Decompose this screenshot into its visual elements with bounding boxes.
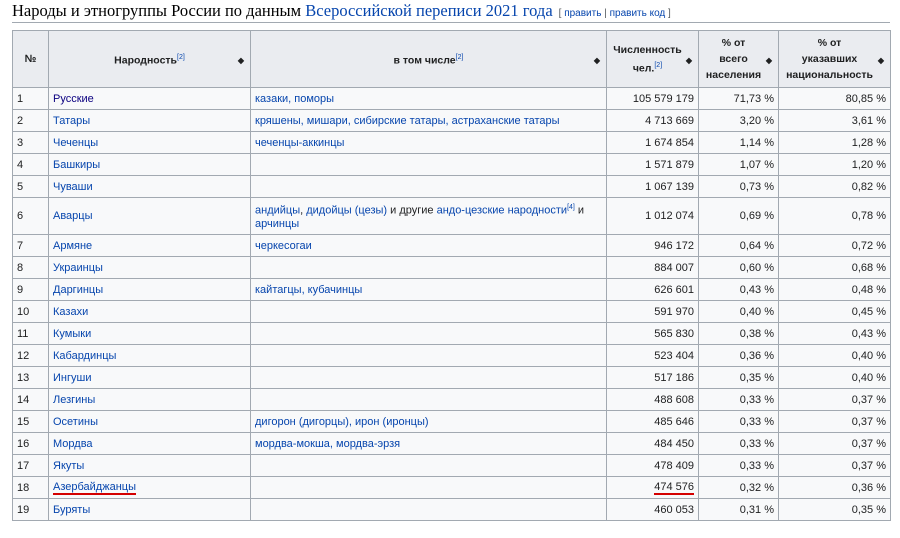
table-row bbox=[13, 132, 891, 154]
table-row bbox=[13, 301, 891, 323]
header-num-label: № bbox=[24, 53, 37, 65]
sort-icon[interactable]: ◆ bbox=[593, 56, 600, 65]
including-link[interactable]: дигорон (дигорцы), ирон (иронцы) bbox=[255, 415, 429, 428]
edit-bracket-close: ] bbox=[665, 8, 671, 19]
header-nationality[interactable] bbox=[49, 31, 251, 88]
nationality-cell bbox=[49, 279, 251, 301]
pct-total-cell: 0,40 % bbox=[699, 301, 779, 323]
nationality-cell bbox=[49, 132, 251, 154]
nationality-cell bbox=[49, 345, 251, 367]
pct-total-cell: 1,07 % bbox=[699, 154, 779, 176]
header-population[interactable] bbox=[607, 31, 699, 88]
including-link-ando-tsez[interactable]: андо-цезские народности bbox=[436, 204, 568, 217]
population-cell: 517 186 bbox=[607, 367, 699, 389]
pct-total-cell: 0,35 % bbox=[699, 367, 779, 389]
row-number: 9 bbox=[13, 279, 49, 301]
nationality-cell bbox=[49, 198, 251, 235]
including-cell bbox=[251, 257, 607, 279]
pct-total-cell: 1,14 % bbox=[699, 132, 779, 154]
nationality-link[interactable]: Татары bbox=[53, 114, 91, 127]
pct-indicated-cell: 3,61 % bbox=[779, 110, 891, 132]
population-cell: 523 404 bbox=[607, 345, 699, 367]
population-cell: 591 970 bbox=[607, 301, 699, 323]
row-number: 8 bbox=[13, 257, 49, 279]
pct-indicated-cell: 0,48 % bbox=[779, 279, 891, 301]
row-number: 14 bbox=[13, 389, 49, 411]
nationality-link-underlined[interactable]: Азербайджанцы bbox=[53, 481, 136, 493]
nationality-link[interactable]: Армяне bbox=[53, 239, 93, 252]
header-nationality-ref[interactable]: [2] bbox=[177, 53, 185, 61]
nationality-link[interactable]: Башкиры bbox=[53, 158, 101, 171]
section-title-text: Народы и этногруппы России по данным bbox=[12, 1, 306, 20]
nationality-cell bbox=[49, 499, 251, 521]
including-link-archi[interactable]: арчинцы bbox=[255, 218, 300, 231]
pct-total-cell: 0,33 % bbox=[699, 433, 779, 455]
nationality-link[interactable]: Русские bbox=[53, 92, 94, 105]
including-cell bbox=[251, 279, 607, 301]
pct-total-cell: 0,33 % bbox=[699, 455, 779, 477]
including-cell bbox=[251, 499, 607, 521]
nationality-cell bbox=[49, 411, 251, 433]
header-population-line2: чел. bbox=[632, 62, 655, 75]
nationality-link[interactable]: Якуты bbox=[53, 459, 85, 472]
header-pct-total[interactable] bbox=[699, 31, 779, 88]
header-pct-total-line2: всего bbox=[719, 53, 748, 65]
table-row bbox=[13, 176, 891, 198]
header-pct-indicated-line1: % от bbox=[817, 37, 842, 49]
including-cell bbox=[251, 455, 607, 477]
pct-total-cell: 0,31 % bbox=[699, 499, 779, 521]
table-row bbox=[13, 411, 891, 433]
row-number: 10 bbox=[13, 301, 49, 323]
including-link[interactable]: казаки, поморы bbox=[255, 92, 335, 105]
row-number: 12 bbox=[13, 345, 49, 367]
row-number: 7 bbox=[13, 235, 49, 257]
pct-total-cell: 0,69 % bbox=[699, 198, 779, 235]
edit-separator: | bbox=[601, 8, 610, 19]
nationality-link[interactable]: Кабардинцы bbox=[53, 349, 117, 362]
pct-indicated-cell: 0,36 % bbox=[779, 477, 891, 499]
row-number: 16 bbox=[13, 433, 49, 455]
population-cell: 565 830 bbox=[607, 323, 699, 345]
header-population-line1: Численность bbox=[613, 43, 682, 56]
header-pct-indicated[interactable] bbox=[779, 31, 891, 88]
including-cell bbox=[251, 154, 607, 176]
nationality-link[interactable]: Казахи bbox=[53, 305, 89, 318]
pct-total-cell: 0,43 % bbox=[699, 279, 779, 301]
population-cell: 478 409 bbox=[607, 455, 699, 477]
nationality-link[interactable]: Лезгины bbox=[53, 393, 96, 406]
sort-icon[interactable]: ◆ bbox=[765, 56, 772, 65]
nationality-cell bbox=[49, 433, 251, 455]
population-cell: 1 674 854 bbox=[607, 132, 699, 154]
row-number: 15 bbox=[13, 411, 49, 433]
pct-indicated-cell: 0,37 % bbox=[779, 455, 891, 477]
including-cell bbox=[251, 345, 607, 367]
population-cell: 626 601 bbox=[607, 279, 699, 301]
including-link-andi[interactable]: андийцы bbox=[255, 204, 301, 217]
pct-total-cell: 0,33 % bbox=[699, 411, 779, 433]
header-pct-total-line3: населения bbox=[705, 69, 762, 81]
population-cell: 485 646 bbox=[607, 411, 699, 433]
table-row bbox=[13, 279, 891, 301]
including-cell bbox=[251, 235, 607, 257]
nationality-cell bbox=[49, 257, 251, 279]
table-row bbox=[13, 257, 891, 279]
including-text-and: и bbox=[574, 204, 585, 217]
population-cell: 488 608 bbox=[607, 389, 699, 411]
population-cell: 1 067 139 bbox=[607, 176, 699, 198]
nationality-cell bbox=[49, 389, 251, 411]
header-including[interactable] bbox=[251, 31, 607, 88]
nationality-link[interactable]: Кумыки bbox=[53, 327, 92, 340]
pct-indicated-cell: 1,20 % bbox=[779, 154, 891, 176]
table-row bbox=[13, 198, 891, 235]
nationality-link[interactable]: Украинцы bbox=[53, 261, 103, 274]
table-row bbox=[13, 345, 891, 367]
pct-total-cell: 0,60 % bbox=[699, 257, 779, 279]
header-nationality-label: Народность bbox=[114, 54, 178, 67]
including-cell bbox=[251, 88, 607, 110]
including-cell bbox=[251, 110, 607, 132]
including-ref[interactable]: [4] bbox=[567, 203, 575, 211]
including-cell bbox=[251, 176, 607, 198]
nationality-link[interactable]: Буряты bbox=[53, 503, 91, 516]
including-cell bbox=[251, 301, 607, 323]
header-pct-indicated-line3: национальность bbox=[786, 69, 873, 81]
sort-icon[interactable]: ◆ bbox=[237, 56, 244, 65]
edit-bracket-open: [ bbox=[558, 8, 565, 19]
row-number: 13 bbox=[13, 367, 49, 389]
including-link[interactable]: чеченцы-аккинцы bbox=[255, 136, 345, 149]
sort-icon[interactable]: ◆ bbox=[685, 56, 692, 65]
row-number: 5 bbox=[13, 176, 49, 198]
pct-total-cell: 3,20 % bbox=[699, 110, 779, 132]
row-number: 3 bbox=[13, 132, 49, 154]
including-link[interactable]: мордва-мокша, мордва-эрзя bbox=[255, 437, 401, 450]
table-row bbox=[13, 154, 891, 176]
row-number: 6 bbox=[13, 198, 49, 235]
including-cell bbox=[251, 411, 607, 433]
pct-indicated-cell: 0,37 % bbox=[779, 389, 891, 411]
header-including-ref[interactable]: [2] bbox=[455, 53, 464, 61]
nationality-cell bbox=[49, 110, 251, 132]
pct-total-cell: 0,64 % bbox=[699, 235, 779, 257]
including-cell bbox=[251, 477, 607, 499]
table-row bbox=[13, 323, 891, 345]
header-population-ref[interactable]: [2] bbox=[654, 61, 663, 69]
row-number: 17 bbox=[13, 455, 49, 477]
sort-icon[interactable]: ◆ bbox=[877, 56, 884, 65]
row-number: 4 bbox=[13, 154, 49, 176]
table-row bbox=[13, 110, 891, 132]
table-row bbox=[13, 389, 891, 411]
including-link[interactable]: черкесогаи bbox=[255, 239, 312, 252]
header-pct-total-line1: % от bbox=[721, 37, 746, 49]
nationality-cell bbox=[49, 154, 251, 176]
pct-indicated-cell: 0,43 % bbox=[779, 323, 891, 345]
nationality-cell bbox=[49, 176, 251, 198]
table-row bbox=[13, 455, 891, 477]
nationality-cell bbox=[49, 323, 251, 345]
including-link[interactable]: кайтагцы, кубачинцы bbox=[255, 283, 363, 296]
header-pct-indicated-line2: указавших bbox=[801, 53, 858, 65]
header-including-label: в том числе bbox=[393, 54, 456, 67]
row-number: 18 bbox=[13, 477, 49, 499]
including-cell bbox=[251, 433, 607, 455]
population-cell: 484 450 bbox=[607, 433, 699, 455]
pct-total-cell: 0,38 % bbox=[699, 323, 779, 345]
pct-indicated-cell: 0,37 % bbox=[779, 433, 891, 455]
nationality-link[interactable]: Даргинцы bbox=[53, 283, 104, 296]
pct-indicated-cell: 1,28 % bbox=[779, 132, 891, 154]
nationality-link[interactable]: Ингуши bbox=[53, 371, 92, 384]
population-cell: 884 007 bbox=[607, 257, 699, 279]
including-cell bbox=[251, 198, 607, 235]
including-separator: , bbox=[300, 204, 307, 217]
table-row bbox=[13, 499, 891, 521]
pct-indicated-cell: 0,68 % bbox=[779, 257, 891, 279]
census-2021-link[interactable]: Всероссийской переписи 2021 года bbox=[305, 1, 553, 20]
table-row bbox=[13, 367, 891, 389]
nationality-link[interactable]: Мордва bbox=[53, 437, 93, 450]
row-number: 11 bbox=[13, 323, 49, 345]
including-cell bbox=[251, 389, 607, 411]
pct-indicated-cell: 0,35 % bbox=[779, 499, 891, 521]
pct-total-cell: 0,73 % bbox=[699, 176, 779, 198]
pct-indicated-cell: 0,37 % bbox=[779, 411, 891, 433]
section-title bbox=[12, 1, 553, 20]
population-cell bbox=[607, 477, 699, 499]
population-cell: 1 571 879 bbox=[607, 154, 699, 176]
table-row bbox=[13, 235, 891, 257]
pct-indicated-cell: 0,78 % bbox=[779, 198, 891, 235]
header-num[interactable] bbox=[13, 31, 49, 88]
nationality-cell bbox=[49, 455, 251, 477]
pct-indicated-cell: 80,85 % bbox=[779, 88, 891, 110]
table-header-row bbox=[13, 31, 891, 88]
nationality-cell bbox=[49, 88, 251, 110]
row-number: 2 bbox=[13, 110, 49, 132]
pct-total-cell: 71,73 % bbox=[699, 88, 779, 110]
pct-indicated-cell: 0,40 % bbox=[779, 345, 891, 367]
including-cell bbox=[251, 323, 607, 345]
pct-total-cell: 0,36 % bbox=[699, 345, 779, 367]
population-cell: 946 172 bbox=[607, 235, 699, 257]
population-underlined: 474 576 bbox=[654, 481, 694, 493]
row-number: 19 bbox=[13, 499, 49, 521]
table-row bbox=[13, 88, 891, 110]
nationalities-table bbox=[12, 30, 891, 521]
including-cell bbox=[251, 367, 607, 389]
population-cell: 105 579 179 bbox=[607, 88, 699, 110]
nationality-link[interactable]: Аварцы bbox=[53, 210, 93, 222]
pct-indicated-cell: 0,45 % bbox=[779, 301, 891, 323]
population-cell: 1 012 074 bbox=[607, 198, 699, 235]
population-cell: 460 053 bbox=[607, 499, 699, 521]
edit-code-link[interactable]: править код bbox=[609, 8, 666, 19]
table-row bbox=[13, 477, 891, 499]
pct-total-cell: 0,33 % bbox=[699, 389, 779, 411]
nationality-cell bbox=[49, 301, 251, 323]
pct-indicated-cell: 0,82 % bbox=[779, 176, 891, 198]
table-row bbox=[13, 433, 891, 455]
nationality-cell bbox=[49, 367, 251, 389]
population-cell: 4 713 669 bbox=[607, 110, 699, 132]
including-link[interactable]: кряшены, мишари, сибирские татары, астраханские татары bbox=[255, 114, 560, 127]
including-text: и другие bbox=[387, 204, 437, 217]
row-number: 1 bbox=[13, 88, 49, 110]
pct-indicated-cell: 0,72 % bbox=[779, 235, 891, 257]
section-heading bbox=[12, 0, 890, 23]
nationality-link[interactable]: Осетины bbox=[53, 415, 98, 428]
including-link-didoi[interactable]: дидойцы (цезы) bbox=[306, 204, 388, 217]
nationality-link[interactable]: Чеченцы bbox=[53, 136, 99, 149]
nationality-cell bbox=[49, 235, 251, 257]
pct-total-cell: 0,32 % bbox=[699, 477, 779, 499]
including-cell bbox=[251, 132, 607, 154]
pct-indicated-cell: 0,40 % bbox=[779, 367, 891, 389]
nationality-link[interactable]: Чуваши bbox=[53, 180, 93, 193]
edit-link[interactable]: править bbox=[564, 8, 602, 19]
nationality-cell bbox=[49, 477, 251, 499]
edit-links bbox=[559, 8, 671, 19]
